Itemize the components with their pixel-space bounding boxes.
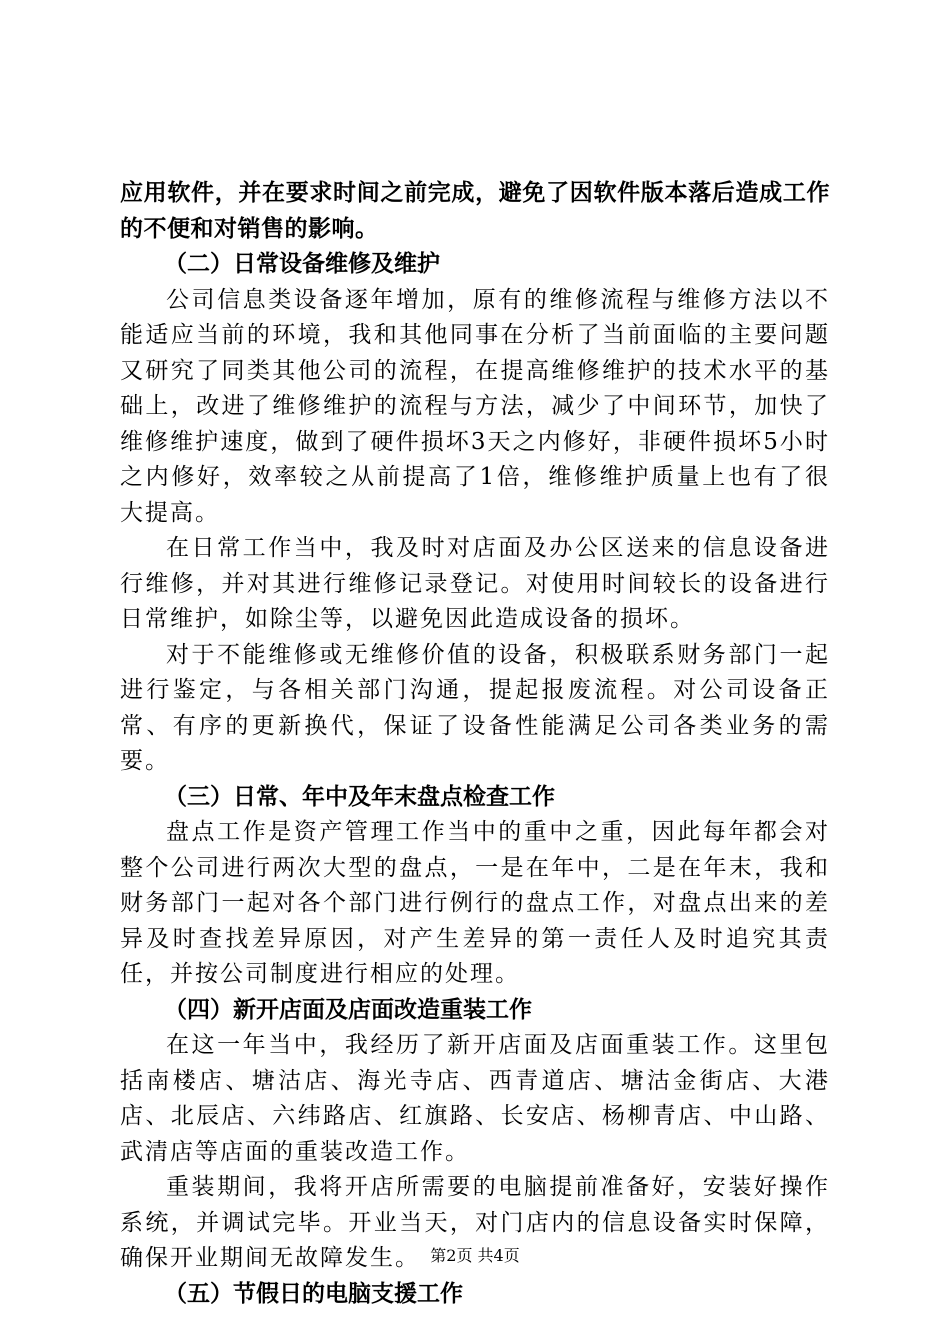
intro-paragraph: 应用软件，并在要求时间之前完成，避免了因软件版本落后造成工作的不便和对销售的影响。	[120, 180, 830, 242]
section-heading-4: （四）新开店面及店面改造重装工作	[164, 996, 532, 1023]
paragraph: 对于不能维修或无维修价值的设备，积极联系财务部门一起进行鉴定，与各相关部门沟通，提起报废流程。对公司设备正常、有序的更新换代，保证了设备性能满足公司各类业务的需要。	[120, 641, 830, 774]
section-heading-2: （二）日常设备维修及维护	[164, 251, 440, 277]
paragraph: 在日常工作当中，我及时对店面及办公区送来的信息设备进行维修，并对其进行维修记录登记。对使用时间较长的设备进行日常维护，如除尘等，以避免因此造成设备的损坏。	[120, 535, 830, 632]
document-body	[120, 176, 830, 1312]
page-footer: 第2页 共4页	[430, 1246, 520, 1265]
section-heading-3: （三）日常、年中及年末盘点检查工作	[164, 783, 555, 810]
paragraph: 公司信息类设备逐年增加，原有的维修流程与维修方法以不能适应当前的环境，我和其他同事在分析了当前面临的主要问题又研究了同类其他公司的流程，在提高维修维护的技术水平的基础上，改进了维修维护的流程与方法，减少了中间环节，加快了维修维护速度，做到了硬件损坏3天之内修好，非硬件损坏5小时之内修好，效率较之从前提高了1倍，维修维护质量上也有了很大提高。	[120, 286, 830, 526]
paragraph: 盘点工作是资产管理工作当中的重中之重，因此每年都会对整个公司进行两次大型的盘点，一是在年中，二是在年末，我和财务部门一起对各个部门进行例行的盘点工作，对盘点出来的差异及时查找差异原因，对产生差异的第一责任人及时追究其责任，并按公司制度进行相应的处理。	[120, 819, 830, 987]
section-heading-5: （五）节假日的电脑支援工作	[164, 1280, 463, 1307]
paragraph: 重装期间，我将开店所需要的电脑提前准备好，安装好操作系统，并调试完毕。开业当天，对门店内的信息设备实时保障，确保开业期间无故障发生。	[120, 1174, 830, 1271]
paragraph: 在这一年当中，我经历了新开店面及店面重装工作。这里包括南楼店、塘沽店、海光寺店、西青道店、塘沽金街店、大港店、北辰店、六纬路店、红旗路、长安店、杨柳青店、中山路、武清店等店面的重装改造工作。	[120, 1032, 830, 1165]
